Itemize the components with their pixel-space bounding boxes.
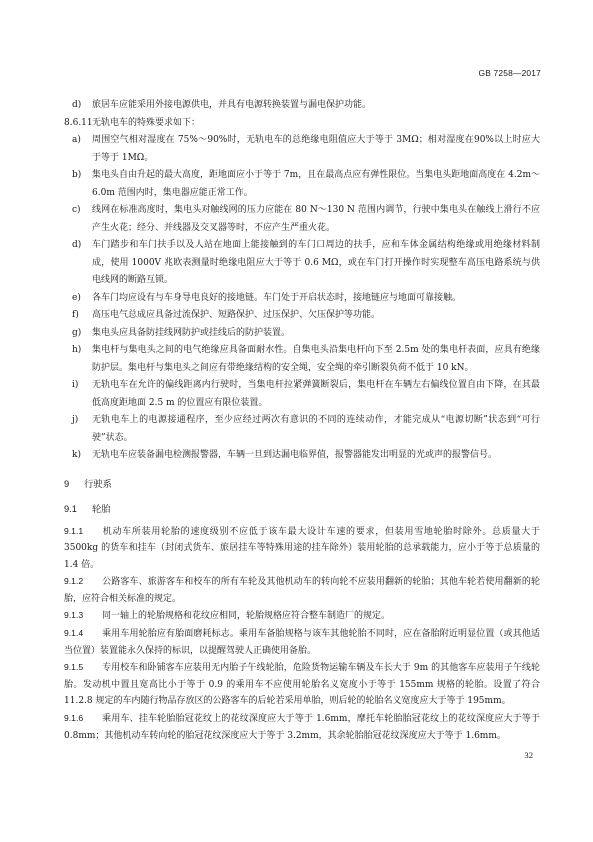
section-number: 9 <box>64 478 70 489</box>
list-item <box>64 447 540 465</box>
paragraph <box>64 523 540 574</box>
standard-code: GB 7258—2017 <box>478 68 541 78</box>
paragraph-text: 乘用车用轮胎应有胎面磨耗标志。乘用车备胎规格与该车其他轮胎不同时，应在备胎附近明显位置（或其他适当位置）装置能永久保持的标识，以提醒驾驶人正确使用备胎。 <box>64 629 540 656</box>
clause-title: 无轨电车的特殊要求如下： <box>92 117 201 128</box>
item-marker: a) <box>72 135 81 145</box>
paragraph-number: 9.1.2 <box>64 576 84 587</box>
item-marker: b) <box>72 170 82 180</box>
section-title: 行驶系 <box>84 478 112 489</box>
item-text: 集电头自由升起的最大高度，距地面应小于等于 7m，且在最高点应有弹性限位。当集电头距地面高度在 4.2m～6.0m 范围内时，集电器应能正常工作。 <box>92 170 540 198</box>
item-text: 无轨电车应装备漏电检测报警器，车辆一旦到达漏电临界值，报警器能发出明显的光或声的报警信号。 <box>92 450 498 460</box>
item-text: 周围空气相对湿度在 75%～90%时，无轨电车的总绝缘电阻值应大于等于 3MΩ；相对湿度在90%以上时应大于等于 1MΩ。 <box>92 135 540 163</box>
paragraph-text: 同一轴上的轮胎规格和花纹应相同，轮胎规格应符合整车制造厂的规定。 <box>102 611 391 622</box>
paragraph <box>64 625 540 659</box>
list-item <box>64 412 540 447</box>
item-marker: k) <box>72 450 81 460</box>
list-item <box>64 97 540 115</box>
paragraph <box>64 607 540 625</box>
page-number: 32 <box>524 750 533 760</box>
item-marker: d) <box>72 240 82 250</box>
item-marker: d) <box>72 100 82 110</box>
item-text: 无轨电车上的电源接通程序，至少应经过两次有意识的不同的连续动作，才能完成从“电源切断”状态到“可行驶”状态。 <box>92 415 540 443</box>
paragraph <box>64 710 540 744</box>
page-content <box>64 97 540 744</box>
paragraph-number: 9.1.5 <box>64 662 84 673</box>
list-item <box>64 132 540 167</box>
paragraph <box>64 659 540 710</box>
item-marker: c) <box>72 205 81 215</box>
paragraph-text: 乘用车、挂车轮胎胎冠花纹上的花纹深度应大于等于 1.6mm，摩托车轮胎胎冠花纹上的花纹深度应大于等于 0.8mm；其他机动车转向轮的胎冠花纹深度应大于等于 3.2mm，其余轮胎胎冠花纹深度应大于等于 1.6mm。 <box>64 714 540 741</box>
clause-number: 8.6.11 <box>64 117 93 128</box>
list-item <box>64 237 540 290</box>
item-text: 各车门均应设有与车身导电良好的接地链。车门处于开启状态时，接地链应与地面可靠接触。 <box>92 292 462 303</box>
paragraph-text: 公路客车、旅游客车和校车的所有车轮及其他机动车的转向轮不应装用翻新的轮胎；其他车轮若使用翻新的轮胎，应符合相关标准的规定。 <box>64 577 540 604</box>
item-text: 集电杆与集电头之间的电气绝缘应具备面耐水性。自集电头沿集电杆向下至 2.5m 处的集电杆表面，应具有绝缘防护层。集电杆与集电头之间应有带绝缘结构的安全绳，安全绳的牵引断裂负荷不低于 10 kN。 <box>92 345 540 373</box>
list-item <box>64 377 540 412</box>
paragraph-text: 机动车所装用轮胎的速度级别不应低于该车最大设计车速的要求，但装用雪地轮胎时除外。总质量大于 3500kg 的货车和挂车（封闭式货车、旅居挂车等特殊用途的挂车除外）装用轮胎的总承载能力，应小于等于总质量的 1.4 倍。 <box>64 526 540 570</box>
item-text: 旅居车应能采用外接电源供电，并具有电源转换装置与漏电保护功能。 <box>92 100 372 110</box>
subsection-number: 9.1 <box>64 504 77 514</box>
item-text: 车门踏步和车门扶手以及人站在地面上能接触到的车门口周边的扶手，应和车体金属结构绝缘或用绝缘材料制成，使用 1000V 兆欧表测量时绝缘电阻应大于等于 0.6 MΩ，或在车门打开操作时实现整车高压电路系统与供电线网的断路互锁。 <box>92 240 540 285</box>
list-item <box>64 167 540 202</box>
subsection-heading <box>64 501 540 519</box>
list-item <box>64 290 540 308</box>
list-item <box>64 307 540 325</box>
paragraph-text: 专用校车和卧铺客车应装用无内胎子午线轮胎，危险货物运输车辆及车长大于 9m 的其他客车应装用子午线轮胎。发动机中置且宽高比小于等于 0.9 的乘用车不应使用轮胎名义宽度小于等于 155mm 规格的轮胎。设置了符合 11.2.8 规定的车内随行物品存放区的公路客车的后轮若采用单胎，则后轮的轮胎名义宽度应大于等于 195mm。 <box>64 663 540 707</box>
subsection-title: 轮胎 <box>92 504 111 514</box>
paragraph-number: 9.1.3 <box>64 610 84 621</box>
list-item <box>64 325 540 343</box>
item-marker: f) <box>72 310 79 320</box>
item-text: 线网在标准高度时，集电头对触线网的压力应能在 80 N～130 N 范围内调节，行驶中集电头在触线上滑行不应产生火花；经分、并线器及交叉器等时，不应产生严重火花。 <box>92 205 540 233</box>
item-marker: e) <box>72 292 81 303</box>
item-text: 集电头应具备防挂线网防护或挂线后的防护装置。 <box>92 327 291 338</box>
item-text: 无轨电车在允许的偏线距离内行驶时，当集电杆拉紧弹簧断裂后，集电杆在车辆左右偏线位置自由下降，在其最低高度距地面 2.5 m 的位置应有限位装置。 <box>92 380 540 408</box>
clause-8-6-11 <box>64 115 540 133</box>
item-marker: i) <box>72 380 79 390</box>
item-text: 高压电气总成应具备过流保护、短路保护、过压保护、欠压保护等功能。 <box>92 310 381 320</box>
paragraph <box>64 573 540 607</box>
section-heading <box>64 476 540 494</box>
list-item <box>64 202 540 237</box>
paragraph-number: 9.1.1 <box>64 525 84 536</box>
item-marker: g) <box>72 327 82 338</box>
paragraph-number: 9.1.6 <box>64 713 84 724</box>
item-marker: j) <box>72 415 79 425</box>
paragraph-number: 9.1.4 <box>64 628 84 639</box>
list-item <box>64 342 540 377</box>
item-marker: h) <box>72 345 82 355</box>
